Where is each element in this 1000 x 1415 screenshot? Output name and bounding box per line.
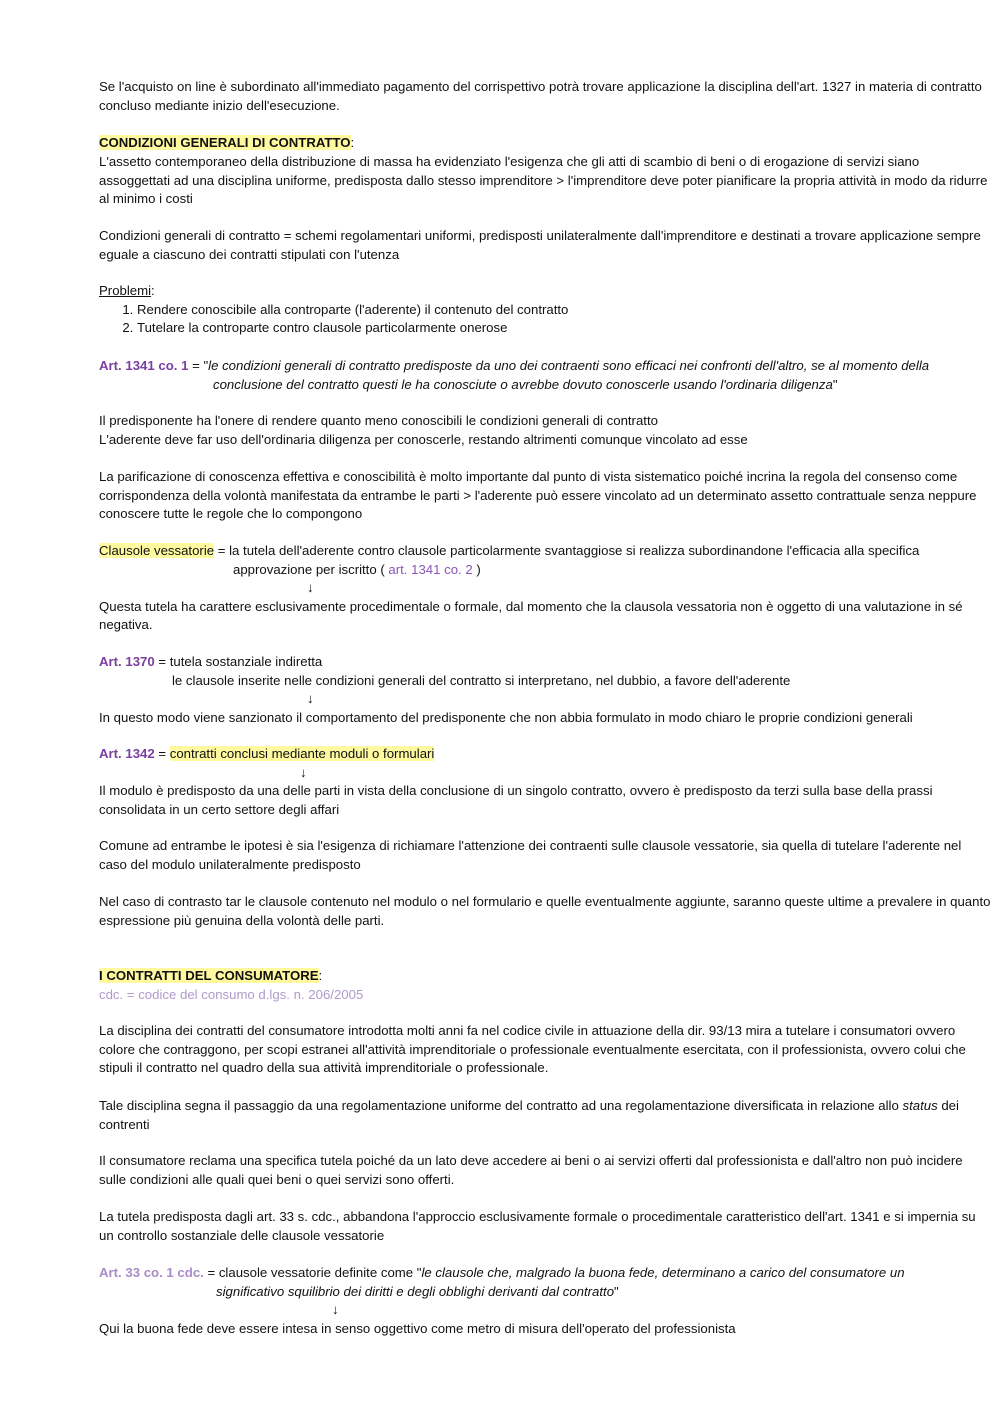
article-ref: art. 1341 co. 2: [388, 561, 473, 577]
onere-block: [99, 412, 991, 449]
heading-text: CONDIZIONI GENERALI DI CONTRATTO: [99, 135, 351, 150]
vessatorie-block: [99, 542, 991, 635]
paragraph-acquisto-online: Se l'acquisto on line è subordinato all'immediato pagamento del corrispettivo potrà trovare applicazione la disciplina dell'art. 1327 in materia di contratto concluso mediante inizio dell'esecuzione.: [99, 79, 982, 113]
art-1341-line2: [99, 376, 991, 395]
paragraph-art33: La tutela predisposta dagli art. 33 s. cdc., abbandona l'approccio esclusivamente formale o procedimentale caratteristico dell'art. 1341 e si impernia su un controllo sostanziale delle clausole vessatorie: [99, 1209, 976, 1243]
art-33-block: [99, 1264, 991, 1338]
equals: =: [154, 746, 170, 761]
article-ref: Art. 33 co. 1 cdc.: [99, 1265, 204, 1280]
text: Tale disciplina segna il passaggio da una regolamentazione uniforme del contratto ad una regolamentazione diversificata in relazione allo: [99, 1098, 903, 1113]
art-1341-block: [99, 357, 991, 394]
text: = la tutela dell'aderente contro clausole particolarmente svantaggiose si realizza subordinandone l'efficacia alla specifica: [214, 543, 920, 558]
paragraph-tutela: Il consumatore reclama una specifica tutela poiché da un lato deve accedere ai beni o ai servizi offerti dal professionista e dall'altro non può incidere sulle condizioni alle quali quei beni o quei servizi sono offerti.: [99, 1153, 963, 1187]
quote-close: ": [614, 1283, 619, 1299]
quote-text: le clausole che, malgrado la buona fede, determinano a carico del consumatore un: [421, 1265, 905, 1280]
text: = tutela sostanziale indiretta: [154, 654, 323, 669]
problemi-label-text: Problemi: [99, 283, 152, 298]
problemi-list: [99, 301, 991, 338]
art-1370-block: [99, 653, 991, 727]
article-ref: Art. 1341 co. 1: [99, 358, 189, 373]
equals: = ": [188, 358, 209, 373]
quote-text: le condizioni generali di contratto predisposte da uno dei contraenti sono efficaci nei confronti dell'altro, se al momento della: [208, 358, 930, 373]
heading-colon: :: [318, 968, 323, 983]
problemi-colon: :: [151, 283, 155, 298]
section-heading-cgc: [99, 134, 991, 153]
highlight-label: Clausole vessatorie: [99, 543, 215, 558]
section-heading-consumatore: [99, 967, 991, 986]
text: dei contrenti: [99, 1098, 959, 1132]
text-line: Qui la buona fede deve essere intesa in senso oggettivo come metro di misura dell'operato del professionista: [99, 1320, 736, 1336]
paragraph-assetto: L'assetto contemporaneo della distribuzione di massa ha evidenziato l'esigenza che gli atti di scambio di beni o di erogazione di servizi siano assoggettati ad una disciplina uniforme, predisposta dallo stesso imprenditore > l'imprenditore deve poter pianificare la propria attività in modo da ridurre al minimo i costi: [99, 154, 988, 206]
text-line: le clausole inserite nelle condizioni generali del contratto si interpretano, nel dubbio, a favore dell'aderente: [172, 672, 791, 688]
art-33-line2: [99, 1283, 991, 1302]
paragraph-disciplina: La disciplina dei contratti del consumatore introdotta molti anni fa nel codice civile in attuazione della dir. 93/13 mira a tutelare i consumatori ovvero colore che contraggono, per scopi estranei all'attività imprenditoriale o professionale eventualmente esercitata, con il professionista, ovvero colui che stipuli il contratto nel quadro della sua attività imprenditoriale o professionale.: [99, 1023, 966, 1075]
problemi-label: [99, 282, 991, 301]
article-ref: Art. 1342: [99, 746, 155, 761]
cdc-note: cdc. = codice del consumo d.lgs. n. 206/2005: [99, 986, 364, 1002]
art-1342-block: [99, 745, 991, 819]
art-1341-line1: [99, 357, 991, 376]
art-1370-line1: [99, 653, 991, 672]
heading-text: I CONTRATTI DEL CONSUMATORE: [99, 968, 319, 983]
text-line: In questo modo viene sanzionato il comportamento del predisponente che non abbia formulato in modo chiaro le proprie condizioni generali: [99, 709, 913, 725]
highlight-text: contratti conclusi mediante moduli o formulari: [169, 746, 435, 761]
quote-close: ": [832, 376, 838, 392]
problemi-block: [99, 282, 991, 338]
paragraph-status: [99, 1097, 991, 1134]
text-line: Il predisponente ha l'onere di rendere quanto meno conoscibili le condizioni generali di contratto: [99, 413, 658, 428]
italic-text: status: [902, 1098, 938, 1113]
paragraph-parificazione: La parificazione di conoscenza effettiva e conoscibilità è molto importante dal punto di vista sistematico poiché incrina la regola del consenso come corrispondenza della volontà manifestata da entrambe le parti > l'aderente può essere vincolato ad un determinato assetto contrattuale senza neppure conoscere tutte le regole che lo compongono: [99, 469, 977, 521]
arrow-down-icon: ↓: [307, 580, 314, 595]
text-paragraph: Questa tutela ha carattere esclusivamente procedimentale o formale, dal momento che la clausola vessatoria non è oggetto di una valutazione in sé negativa.: [99, 598, 963, 632]
vessatorie-line1: [99, 542, 991, 561]
quote-text: significativo squilibrio dei diritti e degli obblighi derivanti dal contratto: [216, 1283, 615, 1299]
heading-colon: :: [350, 135, 355, 150]
text: ): [472, 561, 481, 577]
arrow-down-icon: ↓: [307, 691, 314, 706]
text: approvazione per iscritto (: [233, 561, 389, 577]
arrow-down-icon: ↓: [300, 764, 307, 780]
paragraph-definizione-cgc: Condizioni generali di contratto = schemi regolamentari uniformi, predisposti unilateralmente dall'imprenditore e destinati a trovare applicazione sempre eguale a ciascuno dei contratti stipulati con l'utenza: [99, 228, 981, 262]
article-ref: Art. 1370: [99, 654, 155, 669]
paragraph-comune: Comune ad entrambe le ipotesi è sia l'esigenza di richiamare l'attenzione dei contraenti sulle clausole vessatorie, sia quella di tutelare l'aderente nel caso del modulo unilateralmente predisposto: [99, 838, 962, 872]
list-item: 1. Rendere conoscibile alla controparte (l'aderente) il contenuto del contratto: [137, 301, 991, 320]
text: = clausole vessatorie definite come ": [203, 1265, 422, 1280]
arrow-down-icon: ↓: [332, 1302, 339, 1317]
paragraph-contrasto: Nel caso di contrasto tar le clausole contenuto nel modulo o nel formulario e quelle eventualmente aggiunte, saranno queste ultime a prevalere in quanto espressione più genuina della volontà delle parti.: [99, 894, 991, 928]
text-paragraph: Il modulo è predisposto da una delle parti in vista della conclusione di un singolo contratto, ovvero è predisposto da terzi sulla base della prassi consolidata in un certo settore degli affari: [99, 783, 933, 817]
art-33-line1: [99, 1264, 991, 1283]
list-item: 2. Tutelare la controparte contro clausole particolarmente onerose: [137, 319, 991, 338]
section-consumatore-header: [99, 967, 991, 1004]
vessatorie-line2: [99, 561, 991, 580]
art-1342-line: [99, 745, 991, 764]
quote-text: conclusione del contratto questi le ha conosciute o avrebbe dovuto conoscerle usando l'ordinaria diligenza: [213, 376, 833, 392]
text-line: L'aderente deve far uso dell'ordinaria diligenza per conoscerle, restando altrimenti comunque vincolato ad esse: [99, 431, 748, 447]
